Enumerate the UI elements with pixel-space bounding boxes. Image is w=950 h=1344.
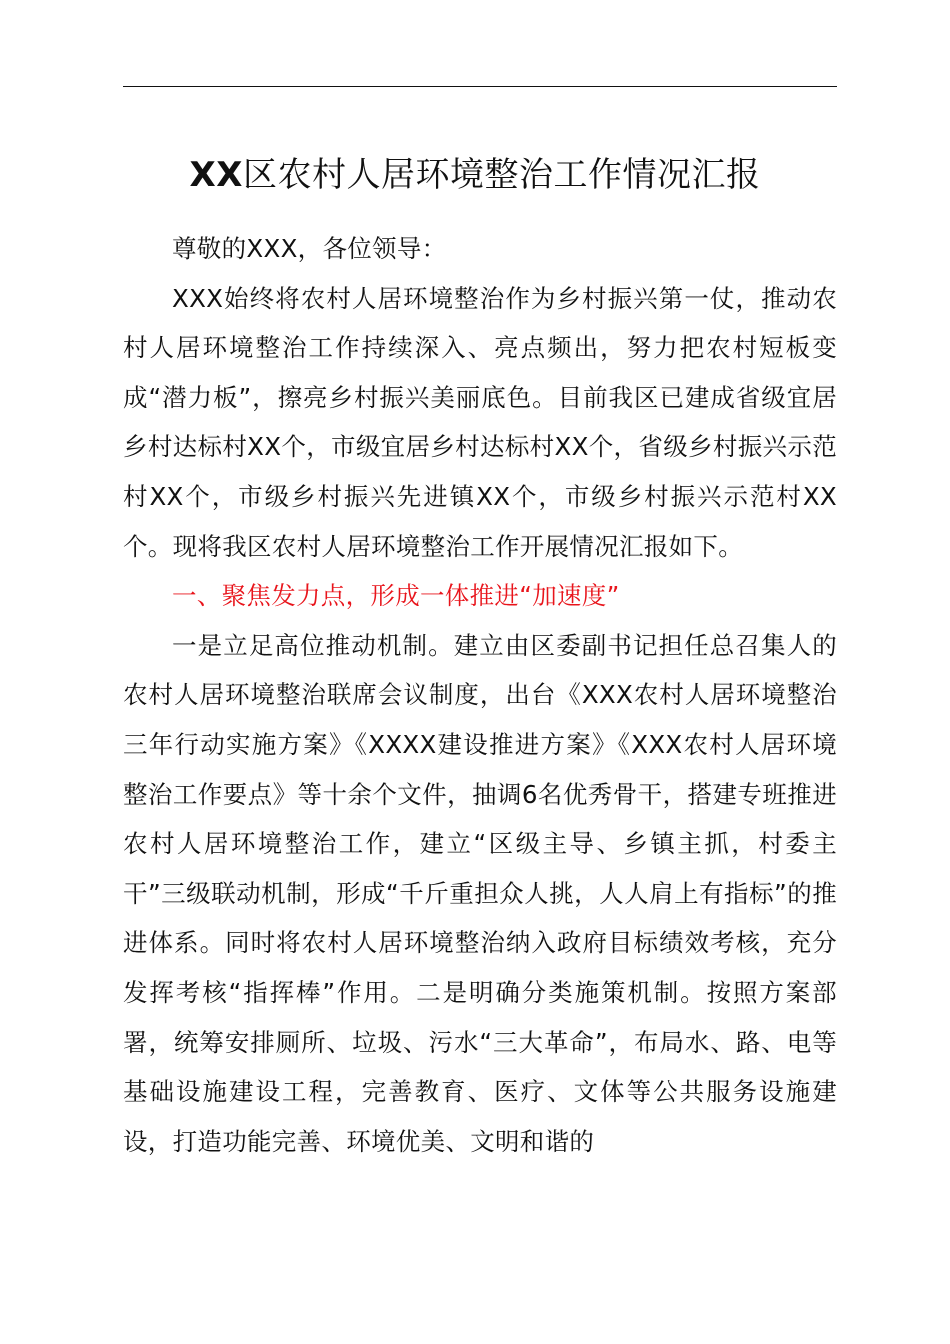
salutation: 尊敬的XXX，各位领导：	[172, 234, 447, 263]
title-prefix: XX	[189, 155, 243, 195]
intro-paragraph: XXX始终将农村人居环境整治作为乡村振兴第一仗，推动农村人居环境整治工作持续深入、亮点频出，努力把农村短板变成“潜力板”，擦亮乡村振兴美丽底色。目前我区已建成省级宜居乡村达标村XX个，市级宜居乡村达标村XX个，省级乡村振兴示范村XX个，市级乡村振兴先进镇XX个，市级乡村振兴示范村XX个。现将我区农村人居环境整治工作开展情况汇报如下。	[123, 283, 837, 561]
section-heading: 一、聚焦发力点，形成一体推进“加速度”	[172, 581, 620, 611]
document-body	[123, 224, 837, 1166]
header-rule	[123, 86, 837, 87]
document-title	[0, 146, 950, 204]
section-paragraph: 一是立足高位推动机制。建立由区委副书记担任总召集人的农村人居环境整治联席会议制度，出台《XXX农村人居环境整治三年行动实施方案》《XXXX建设推进方案》《XXX农村人居环境整治工作要点》等十余个文件，抽调6名优秀骨干，搭建专班推进农村人居环境整治工作，建立“区级主导、乡镇主抓，村委主干”三级联动机制，形成“千斤重担众人挑，人人肩上有指标”的推进体系。同时将农村人居环境整治纳入政府目标绩效考核，充分发挥考核“指挥棒”作用。二是明确分类施策机制。按照方案部署，统筹安排厕所、垃圾、污水“三大革命”，布局水、路、电等基础设施建设工程，完善教育、医疗、文体等公共服务设施建设，打造功能完善、环境优美、文明和谐的	[123, 630, 837, 1156]
title-rest: 区农村人居环境整治工作情况汇报	[242, 155, 761, 195]
